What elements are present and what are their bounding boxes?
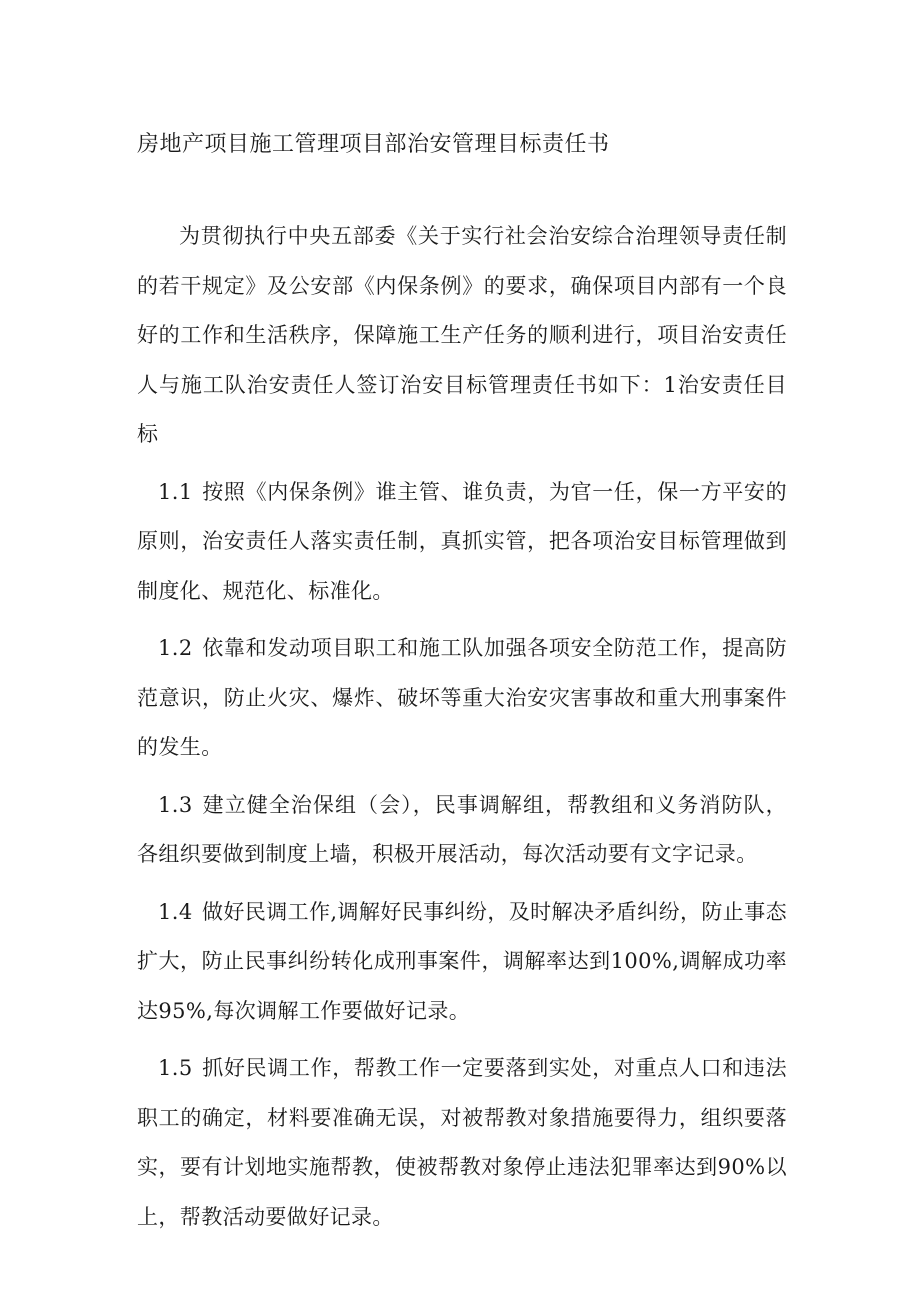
clause-number: 1.1 xyxy=(158,479,193,504)
clause-1-3 xyxy=(137,781,787,880)
clause-text: 依靠和发动项目职工和施工队加强各项安全防范工作，提高防范意识，防止火灾、爆炸、破坏等重大治安灾害事故和重大刑事案件的发生。 xyxy=(137,636,787,759)
clause-text: 建立健全治保组（会），民事调解组，帮教组和义务消防队，各组织要做到制度上墙，积极开展活动，每次活动要有文字记录。 xyxy=(137,792,787,866)
clause-number: 1.4 xyxy=(158,899,193,924)
clause-text: 抓好民调工作，帮教工作一定要落到实处，对重点人口和违法职工的确定，材料要准确无误，对被帮教对象措施要得力，组织要落实，要有计划地实施帮教，使被帮教对象停止违法犯罪率达到90%以上，帮教活动要做好记录。 xyxy=(137,1056,787,1229)
clause-text: 做好民调工作,调解好民事纠纷，及时解决矛盾纠纷，防止事态扩大，防止民事纠纷转化成刑事案件，调解率达到100%,调解成功率达95%,每次调解工作要做好记录。 xyxy=(137,899,787,1023)
clause-number: 1.2 xyxy=(158,636,193,660)
clause-1-5 xyxy=(137,1044,787,1242)
document-title: 房地产项目施工管理项目部治安管理目标责任书 xyxy=(137,132,610,157)
clause-number: 1.5 xyxy=(158,1056,193,1080)
clause-number: 1.3 xyxy=(158,792,193,817)
clause-1-1 xyxy=(137,468,787,617)
document-body xyxy=(137,212,787,1242)
intro-paragraph: 为贯彻执行中央五部委《关于实行社会治安综合治理领导责任制的若干规定》及公安部《内保条例》的要求，确保项目内部有一个良好的工作和生活秩序，保障施工生产任务的顺利进行，项目治安责任人与施工队治安责任人签订治安目标管理责任书如下：1治安责任目标 xyxy=(137,224,787,446)
clause-1-4 xyxy=(137,888,787,1037)
clause-text: 按照《内保条例》谁主管、谁负责，为官一任，保一方平安的原则，治安责任人落实责任制，真抓实管，把各项治安目标管理做到制度化、规范化、标准化。 xyxy=(137,479,787,603)
clause-1-2 xyxy=(137,624,787,773)
